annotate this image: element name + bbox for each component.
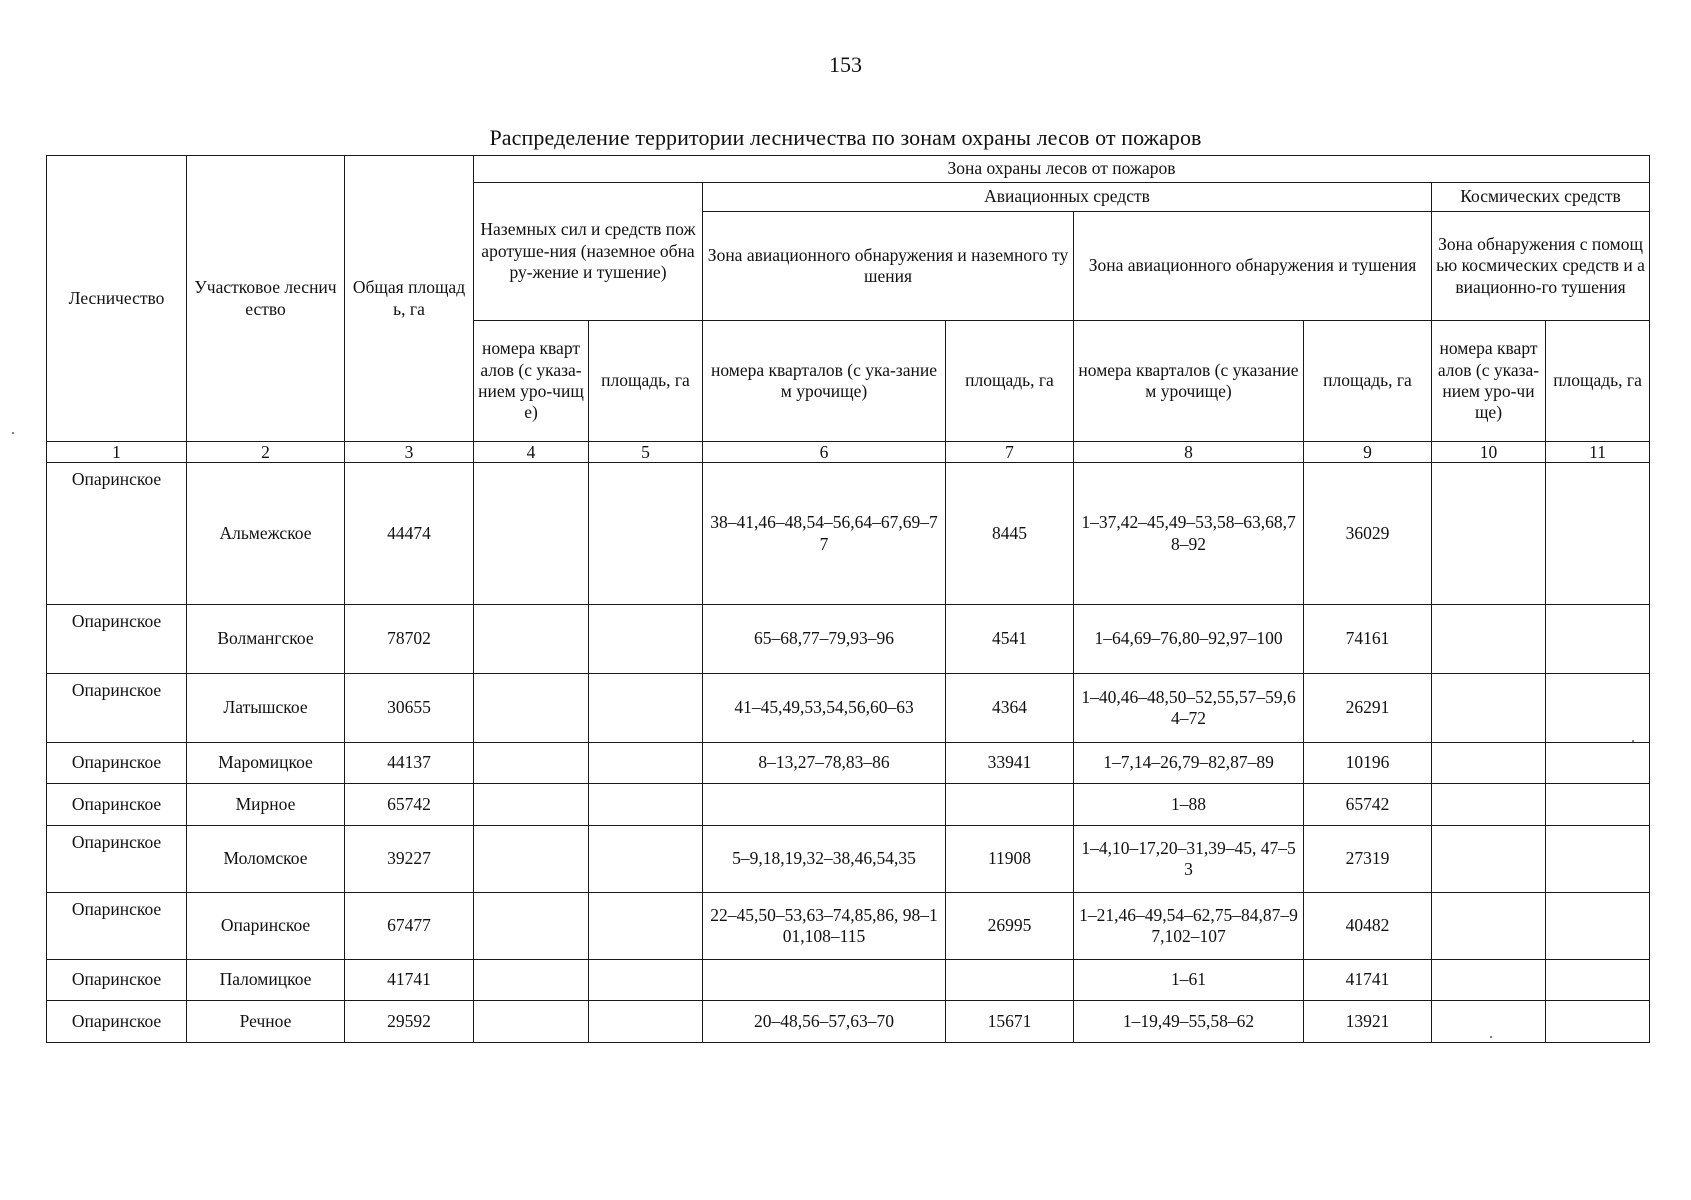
cell-space-area (1546, 893, 1650, 960)
cell-forestry: Опаринское (47, 893, 187, 960)
column-number: 10 (1432, 442, 1546, 463)
cell-total-area: 44137 (345, 743, 474, 784)
cell-aviation-ground-quarters: 41–45,49,53,54,56,60–63 (703, 674, 946, 743)
column-number: 3 (345, 442, 474, 463)
cell-aviation-ground-quarters: 22–45,50–53,63–74,85,86, 98–101,108–115 (703, 893, 946, 960)
header-aviation: Авиационных средств (703, 183, 1432, 212)
cell-aviation-full-area: 36029 (1304, 463, 1432, 605)
header-aviation-ground-quarters: номера кварталов (с ука-занием урочище) (703, 321, 946, 442)
column-number: 5 (589, 442, 703, 463)
cell-space-area (1546, 743, 1650, 784)
cell-total-area: 30655 (345, 674, 474, 743)
cell-total-area: 44474 (345, 463, 474, 605)
cell-space-quarters (1432, 605, 1546, 674)
header-space-zone: Зона обнаружения с помощью космических средств и авиационно-го тушения (1432, 212, 1650, 321)
cell-total-area: 41741 (345, 960, 474, 1001)
cell-aviation-ground-quarters: 65–68,77–79,93–96 (703, 605, 946, 674)
cell-ground-area (589, 893, 703, 960)
cell-aviation-ground-quarters: 38–41,46–48,54–56,64–67,69–77 (703, 463, 946, 605)
cell-ground-quarters (474, 674, 589, 743)
cell-aviation-full-area: 40482 (1304, 893, 1432, 960)
table-row (47, 893, 1650, 960)
cell-aviation-ground-area: 11908 (946, 826, 1074, 893)
cell-district: Речное (187, 1001, 345, 1043)
cell-aviation-full-quarters: 1–21,46–49,54–62,75–84,87–97,102–107 (1074, 893, 1304, 960)
cell-ground-area (589, 605, 703, 674)
header-aviation-full-quarters: номера кварталов (с указанием урочище) (1074, 321, 1304, 442)
cell-district: Альмежское (187, 463, 345, 605)
table-row (47, 784, 1650, 826)
cell-aviation-full-quarters: 1–4,10–17,20–31,39–45, 47–53 (1074, 826, 1304, 893)
cell-total-area: 65742 (345, 784, 474, 826)
cell-aviation-ground-area: 4541 (946, 605, 1074, 674)
cell-aviation-ground-quarters: 8–13,27–78,83–86 (703, 743, 946, 784)
cell-aviation-full-quarters: 1–40,46–48,50–52,55,57–59,64–72 (1074, 674, 1304, 743)
cell-space-quarters (1432, 463, 1546, 605)
cell-aviation-full-quarters: 1–19,49–55,58–62 (1074, 1001, 1304, 1043)
header-space: Космических средств (1432, 183, 1650, 212)
cell-district: Латышское (187, 674, 345, 743)
cell-aviation-full-area: 27319 (1304, 826, 1432, 893)
cell-aviation-full-quarters: 1–7,14–26,79–82,87–89 (1074, 743, 1304, 784)
cell-ground-area (589, 463, 703, 605)
cell-ground-area (589, 784, 703, 826)
cell-aviation-ground-area (946, 784, 1074, 826)
cell-aviation-ground-area: 33941 (946, 743, 1074, 784)
cell-aviation-full-area: 26291 (1304, 674, 1432, 743)
cell-space-area (1546, 1001, 1650, 1043)
cell-ground-quarters (474, 1001, 589, 1043)
cell-aviation-ground-area: 8445 (946, 463, 1074, 605)
cell-aviation-full-area: 74161 (1304, 605, 1432, 674)
cell-aviation-ground-area: 26995 (946, 893, 1074, 960)
cell-total-area: 78702 (345, 605, 474, 674)
cell-total-area: 29592 (345, 1001, 474, 1043)
table-row (47, 605, 1650, 674)
fire-zone-table (46, 155, 1650, 1043)
column-number: 11 (1546, 442, 1650, 463)
cell-forestry: Опаринское (47, 1001, 187, 1043)
cell-aviation-ground-quarters: 20–48,56–57,63–70 (703, 1001, 946, 1043)
cell-ground-quarters (474, 463, 589, 605)
cell-aviation-ground-area: 4364 (946, 674, 1074, 743)
cell-space-quarters (1432, 893, 1546, 960)
table-row (47, 960, 1650, 1001)
cell-aviation-ground-area (946, 960, 1074, 1001)
cell-forestry: Опаринское (47, 784, 187, 826)
cell-ground-quarters (474, 784, 589, 826)
cell-ground-area (589, 826, 703, 893)
header-space-area: площадь, га (1546, 321, 1650, 442)
cell-district: Опаринское (187, 893, 345, 960)
scan-speck (12, 432, 14, 434)
scan-speck (1632, 740, 1634, 742)
cell-aviation-full-area: 10196 (1304, 743, 1432, 784)
cell-space-area (1546, 960, 1650, 1001)
cell-total-area: 39227 (345, 826, 474, 893)
page-number: 153 (829, 52, 862, 77)
header-fire-zone-group: Зона охраны лесов от пожаров (474, 156, 1650, 183)
cell-district: Маромицкое (187, 743, 345, 784)
cell-space-area (1546, 784, 1650, 826)
column-number-row (47, 442, 1650, 463)
header-district-forestry: Участковое лесничество (187, 156, 345, 442)
cell-space-area (1546, 463, 1650, 605)
table-row (47, 743, 1650, 784)
header-ground-area: площадь, га (589, 321, 703, 442)
table-title: Распределение территории лесничества по зонам охраны лесов от пожаров (489, 125, 1202, 150)
cell-ground-area (589, 674, 703, 743)
cell-aviation-full-area: 13921 (1304, 1001, 1432, 1043)
cell-forestry: Опаринское (47, 674, 187, 743)
cell-space-quarters (1432, 674, 1546, 743)
header-forestry: Лесничество (47, 156, 187, 442)
cell-district: Паломицкое (187, 960, 345, 1001)
cell-ground-quarters (474, 893, 589, 960)
cell-space-quarters (1432, 960, 1546, 1001)
cell-aviation-full-quarters: 1–37,42–45,49–53,58–63,68,78–92 (1074, 463, 1304, 605)
header-ground-quarters: номера кварталов (с указа-нием уро-чище) (474, 321, 589, 442)
cell-forestry: Опаринское (47, 960, 187, 1001)
cell-aviation-ground-area: 15671 (946, 1001, 1074, 1043)
column-number: 9 (1304, 442, 1432, 463)
cell-space-quarters (1432, 784, 1546, 826)
cell-space-quarters (1432, 826, 1546, 893)
header-aviation-ground-area: площадь, га (946, 321, 1074, 442)
header-aviation-full-area: площадь, га (1304, 321, 1432, 442)
header-total-area: Общая площадь, га (345, 156, 474, 442)
column-number: 6 (703, 442, 946, 463)
cell-forestry: Опаринское (47, 463, 187, 605)
table-row (47, 1001, 1650, 1043)
cell-aviation-ground-quarters: 5–9,18,19,32–38,46,54,35 (703, 826, 946, 893)
scan-speck (1490, 1036, 1492, 1038)
cell-space-area (1546, 826, 1650, 893)
cell-aviation-full-quarters: 1–61 (1074, 960, 1304, 1001)
cell-ground-area (589, 960, 703, 1001)
table-row (47, 463, 1650, 605)
column-number: 1 (47, 442, 187, 463)
cell-aviation-ground-quarters (703, 784, 946, 826)
cell-space-quarters (1432, 1001, 1546, 1043)
header-aviation-full-zone: Зона авиационного обнаружения и тушения (1074, 212, 1432, 321)
cell-district: Моломское (187, 826, 345, 893)
cell-total-area: 67477 (345, 893, 474, 960)
cell-forestry: Опаринское (47, 743, 187, 784)
cell-ground-quarters (474, 960, 589, 1001)
column-number: 7 (946, 442, 1074, 463)
cell-forestry: Опаринское (47, 826, 187, 893)
cell-ground-quarters (474, 605, 589, 674)
table-row (47, 674, 1650, 743)
cell-ground-quarters (474, 826, 589, 893)
header-ground-forces: Наземных сил и средств пожаротуше-ния (наземное обнару-жение и тушение) (474, 183, 703, 321)
header-space-quarters: номера кварталов (с указа-нием уро-чище) (1432, 321, 1546, 442)
cell-aviation-full-quarters: 1–88 (1074, 784, 1304, 826)
header-aviation-ground-zone: Зона авиационного обнаружения и наземного тушения (703, 212, 1074, 321)
cell-aviation-full-quarters: 1–64,69–76,80–92,97–100 (1074, 605, 1304, 674)
cell-ground-area (589, 1001, 703, 1043)
cell-ground-quarters (474, 743, 589, 784)
cell-space-quarters (1432, 743, 1546, 784)
cell-forestry: Опаринское (47, 605, 187, 674)
column-number: 2 (187, 442, 345, 463)
cell-aviation-full-area: 41741 (1304, 960, 1432, 1001)
table-row (47, 826, 1650, 893)
cell-space-area (1546, 605, 1650, 674)
column-number: 4 (474, 442, 589, 463)
cell-ground-area (589, 743, 703, 784)
cell-district: Волмангское (187, 605, 345, 674)
cell-space-area (1546, 674, 1650, 743)
cell-aviation-full-area: 65742 (1304, 784, 1432, 826)
cell-aviation-ground-quarters (703, 960, 946, 1001)
cell-district: Мирное (187, 784, 345, 826)
column-number: 8 (1074, 442, 1304, 463)
